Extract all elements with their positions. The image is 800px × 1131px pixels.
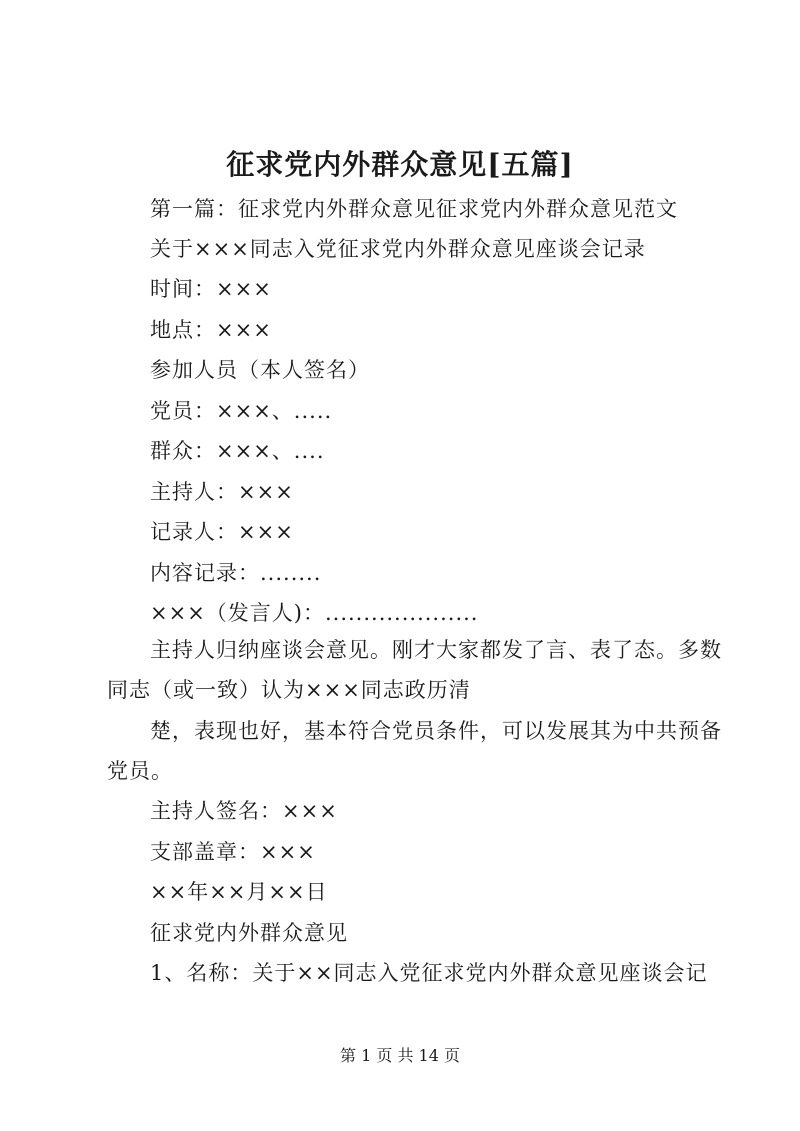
summary-paragraph <box>107 630 722 710</box>
page-number: 第 1 页 共 14 页 <box>340 1046 460 1065</box>
conclusion-paragraph <box>107 711 722 791</box>
attendees-line: 参加人员（本人签名） <box>150 358 370 382</box>
time-line: 时间：××× <box>150 277 272 301</box>
date-line: ××年××月××日 <box>150 880 328 904</box>
summary-paragraph-line-2: 同志（或一致）认为×××同志政历清 <box>107 678 471 702</box>
section-heading: 第一篇：征求党内外群众意见征求党内外群众意见范文 <box>150 197 678 221</box>
location-line: 地点：××× <box>150 318 272 342</box>
recorder-line: 记录人：××× <box>150 520 294 544</box>
document-title: 征求党内外群众意见[五篇] <box>226 148 574 181</box>
host-line: 主持人：××× <box>150 480 294 504</box>
host-signature-line: 主持人签名：××× <box>150 799 338 823</box>
speaker-line: ×××（发言人)：.................... <box>150 601 479 625</box>
meeting-record-title: 关于×××同志入党征求党内外群众意见座谈会记录 <box>150 237 646 261</box>
masses-line: 群众：×××、.... <box>150 439 325 463</box>
name-item-line: 1、名称：关于××同志入党征求党内外群众意见座谈会记 <box>150 961 708 985</box>
branch-seal-line: 支部盖章：××× <box>150 840 316 864</box>
conclusion-paragraph-line-1: 楚，表现也好，基本符合党员条件，可以发展其为中共预备 <box>150 719 722 743</box>
party-members-line: 党员：×××、..... <box>150 399 333 423</box>
conclusion-paragraph-line-2: 党员。 <box>107 759 173 783</box>
subheading-line: 征求党内外群众意见 <box>150 921 348 945</box>
summary-paragraph-line-1: 主持人归纳座谈会意见。刚才大家都发了言、表了态。多数 <box>150 638 722 662</box>
content-record-line: 内容记录：........ <box>150 561 322 585</box>
